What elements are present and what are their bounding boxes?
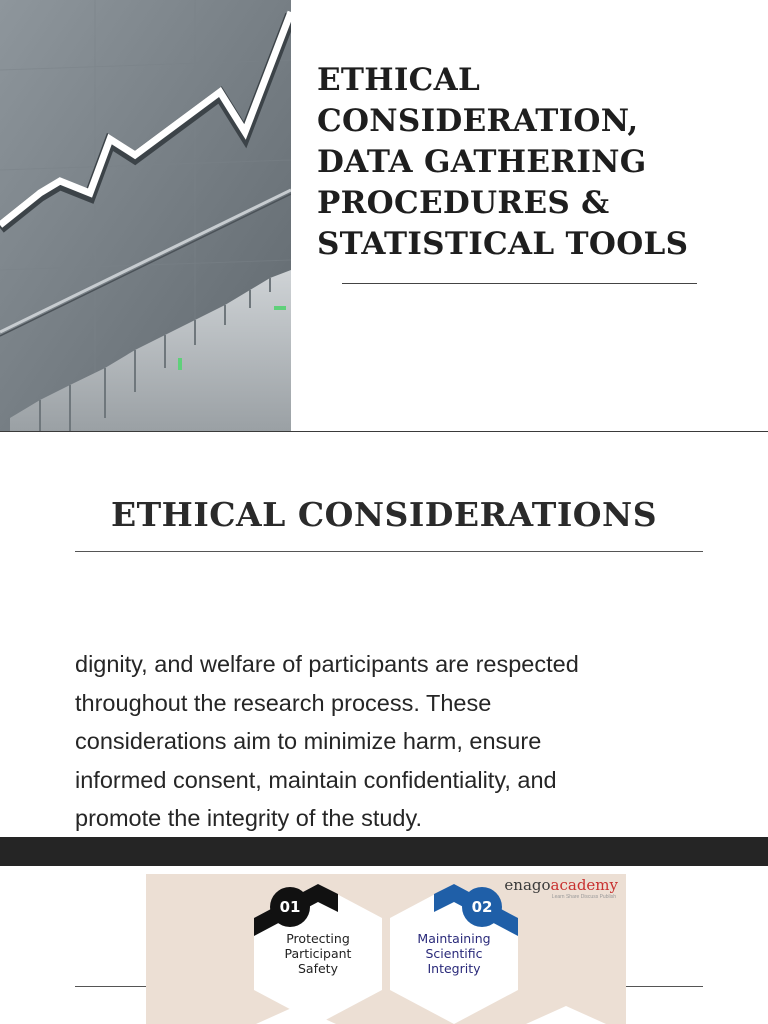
logo-prefix: enago bbox=[504, 876, 551, 894]
slide-separator-band bbox=[0, 837, 768, 866]
stairs-growth-chart-photo bbox=[0, 0, 291, 432]
logo-tagline: Learn Share Discuss Publish bbox=[551, 894, 616, 900]
cover-slide bbox=[0, 0, 768, 432]
item-02-number: 02 bbox=[471, 898, 493, 916]
heading-divider bbox=[75, 551, 703, 552]
title-divider bbox=[342, 283, 697, 284]
item-01-label: Protecting Participant Safety bbox=[284, 931, 352, 976]
ethics-slide bbox=[0, 433, 768, 837]
cover-title: ETHICAL CONSIDERATION, DATA GATHERING PROCEDURES & STATISTICAL TOOLS bbox=[317, 62, 689, 262]
hexagon-lower-right bbox=[526, 1006, 606, 1024]
infographic-slide bbox=[0, 866, 768, 1024]
right-divider bbox=[626, 986, 703, 987]
ethics-heading: ETHICAL CONSIDERATIONS bbox=[110, 495, 658, 534]
item-02-label: Maintaining Scientific Integrity bbox=[417, 931, 491, 976]
item-01-number: 01 bbox=[279, 898, 301, 916]
logo-accent: academy bbox=[550, 876, 618, 894]
ethics-body-text: dignity, and welfare of participants are respected throughout the research process. These considerations aim to minimize harm, ensure informed consent, maintain confidentiality, and promote the integrity of the study. bbox=[75, 651, 579, 831]
ethics-infographic bbox=[146, 874, 626, 1024]
enago-academy-logo bbox=[504, 876, 618, 894]
left-divider bbox=[75, 986, 146, 987]
